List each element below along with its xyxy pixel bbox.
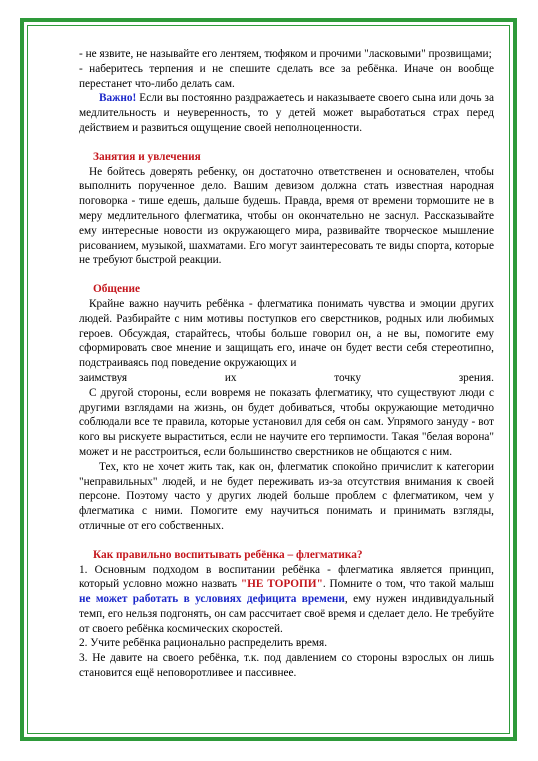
communication-paragraph-1-last-line — [79, 371, 494, 386]
upbringing-point-2: 2. Учите ребёнка рационально распределить время. — [79, 637, 328, 650]
communication-paragraph-1: Крайне важно научить ребёнка - флегматика понимать чувства и эмоции других людей. Разбирайте с ним мотивы поступков его сверстников, родных или любимых героев. Обсуждая, старайтесь, чтобы больше говорил он, а не вы, помогите ему сформировать свое мнение и защищать его, иначе он будет вести себя стереотипно, подстраиваясь под поведение окружающих и — [79, 297, 494, 370]
time-deficit-emphasis: не может работать в условиях дефицита времени — [79, 593, 345, 606]
last-line-word: точку — [334, 371, 362, 384]
communication-paragraph-2: С другой стороны, если вовремя не показать флегматику, что существуют люди с другими взглядами на жизнь, он будет добиваться, чтобы окружающие методично соблюдали все те правила, которые установил для себя он сам. Упрямого зануду - вот кого вы рискуете выраститься, если не научите его терпимости. Такая "белая ворона" может и не расстроиться, если большинство сверстников не общаются с ним. — [79, 386, 494, 458]
point-1-text-c: , ему нужен индивидуальный темп, его нельзя подгонять, он сам рассчитает своё время и сделает дело. Не требуйте от своего ребёнка космических скоростей. — [79, 593, 494, 635]
upbringing-point-1 — [79, 563, 494, 637]
advice-item-2: - наберитесь терпения и не спешите сделать все за ребёнка. Иначе он вообще перестанет что-либо делать сам. — [79, 62, 494, 90]
section-heading-communication: Общение — [93, 283, 141, 296]
last-line-word: их — [224, 371, 237, 384]
important-paragraph — [79, 91, 494, 135]
important-label: Важно! — [99, 92, 137, 105]
communication-paragraph-3: Тех, кто не хочет жить так, как он, флегматик спокойно причислит к категории "неправильных" людей, и не будет переживать из-за отсутствия внимания к своей персоне. Поэтому часто у других людей больше проблем с флегматиком, чем у флегматика с ними. Помогите ему научиться понимать и принимать взгляды, отличные от его собственных. — [79, 460, 494, 532]
advice-item-1: - не язвите, не называйте его лентяем, тюфяком и прочими "ласковыми" прозвищами; — [79, 48, 492, 60]
upbringing-point-3: 3. Не давите на своего ребёнка, т.к. под давлением со стороны взрослых он лишь становится ещё неповоротливее и пассивнее. — [79, 652, 494, 680]
section-heading-upbringing: Как правильно воспитывать ребёнка – флегматика? — [93, 548, 363, 561]
slogan-no-rush: "НЕ ТОРОПИ" — [240, 578, 323, 591]
point-1-text-b: . Помните о том, что такой малыш — [322, 578, 494, 591]
point-1-text-a: 1. Основным подходом в воспитании ребёнка - флегматика является принцип, который условно можно назвать — [79, 563, 494, 591]
activities-paragraph: Не бойтесь доверять ребенку, он достаточно ответственен и основателен, чтобы выполнить порученное дело. Вашим девизом должна стать известная народная поговорка - тише едешь, дальше будешь. Правда, время от времени тормошите не в меру медлительного флегматика, чтобы он окончательно не заснул. Рассказывайте ему интересные новости из окружающего мира, развивайте творческое мышление рисованием, музыкой, шахматами. Его могут заинтересовать те виды спорта, которые не требуют быстрой реакции. — [79, 165, 494, 267]
document-body — [79, 47, 494, 681]
last-line-word: заимствуя — [79, 371, 128, 384]
important-text: Если вы постоянно раздражаетесь и наказываете своего сына или дочь за медлительность и неуверенность, то у детей может выработаться страх перед действием и развиться ощущение своей неполноценности. — [79, 92, 494, 134]
last-line-word: зрения. — [458, 371, 494, 384]
section-heading-activities: Занятия и увлечения — [93, 150, 201, 163]
